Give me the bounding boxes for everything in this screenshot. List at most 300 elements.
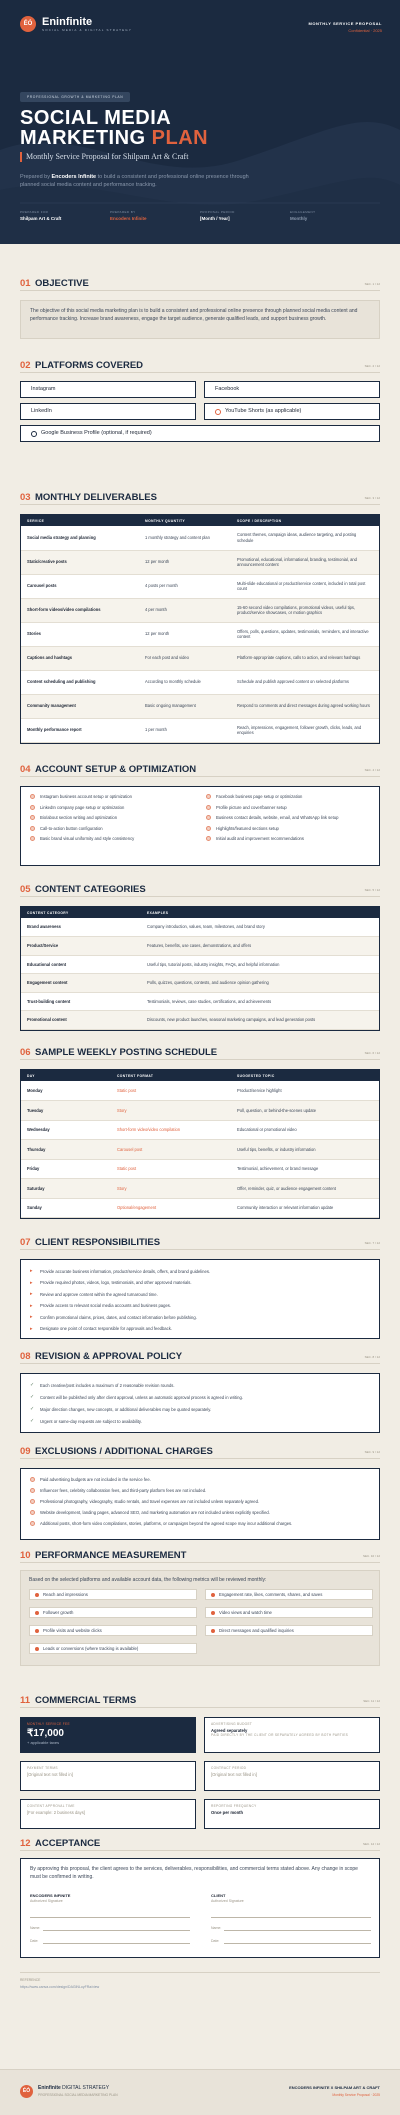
footer-sub: PROFESSIONAL SOCIAL MEDIA MARKETING PLAN xyxy=(38,2093,118,2097)
table-cell: Poll, question, or behind-the-scenes update xyxy=(231,1101,379,1121)
brand-tagline: SOCIAL MEDIA & DIGITAL STRATEGY xyxy=(42,28,133,32)
table-cell: Social media strategy and planning xyxy=(21,526,139,550)
list-item-text: Professional photography, videography, studio rentals, and travel expenses are not included unless separately agreed. xyxy=(40,1499,260,1504)
table-cell: Sunday xyxy=(21,1198,111,1218)
list-item-text: Designate one point of contact responsible for approvals and feedback. xyxy=(40,1326,172,1331)
setup-list-left xyxy=(30,794,194,858)
list-item-text: Provide required photos, videos, logo, testimonials, and other approved materials. xyxy=(40,1280,192,1285)
deliverables-table-box xyxy=(20,514,380,744)
platform-label: Instagram xyxy=(31,386,56,392)
section-title: PLATFORMS COVERED xyxy=(35,360,144,371)
table-cell: Saturday xyxy=(21,1179,111,1199)
categories-table-box xyxy=(20,906,380,1031)
video-icon xyxy=(215,409,221,415)
section-header xyxy=(20,1351,380,1364)
metric-label: Engagement rate, likes, comments, shares, and saves xyxy=(219,1592,323,1597)
bullet-icon xyxy=(206,805,211,810)
title-line-1: SOCIAL MEDIA xyxy=(20,107,172,129)
term-label: ADVERTISING BUDGET xyxy=(211,1722,253,1726)
arrow-icon: ▸ xyxy=(30,1268,33,1274)
list-item xyxy=(30,1303,370,1309)
title-word: MARKETING xyxy=(20,127,146,149)
table-cell: Promotional, educational, informational, branding, testimonial, and announcement content xyxy=(231,550,379,574)
table-row xyxy=(21,1081,379,1101)
title-accent-word: PLAN xyxy=(151,127,209,149)
meta-label: PREPARED FOR xyxy=(20,210,49,214)
metric-item xyxy=(29,1643,197,1654)
table-header-cell: EXAMPLES xyxy=(141,907,379,918)
schedule-table xyxy=(21,1070,379,1218)
list-item xyxy=(30,836,194,841)
section-content-categories xyxy=(20,884,380,1031)
objective-box xyxy=(20,300,380,339)
table-cell: Static/creative posts xyxy=(21,550,139,574)
section-performance xyxy=(20,1550,380,1670)
section-header xyxy=(20,1838,380,1851)
cover-title xyxy=(20,108,208,148)
footer-logo-icon: ÉÓ xyxy=(20,2085,33,2098)
table-cell: Content scheduling and publishing xyxy=(21,670,139,694)
section-weekly-schedule xyxy=(20,1047,380,1219)
date-line-right[interactable] xyxy=(224,1943,371,1944)
doc-code: Confidential · 2025 xyxy=(348,28,382,33)
meta-value: Shilpam Art & Craft xyxy=(20,216,62,221)
meta-item xyxy=(290,210,380,221)
metric-label: Leads or conversions (where tracking is available) xyxy=(43,1646,139,1651)
list-item xyxy=(30,1521,370,1526)
table-cell: Brand awareness xyxy=(21,918,141,937)
table-header-cell: SUGGESTED TOPIC xyxy=(231,1070,379,1081)
table-cell: Story xyxy=(111,1101,231,1121)
meta-label: PROPOSAL PERIOD xyxy=(200,210,235,214)
table-cell: Offers, polls, questions, updates, testimonials, reminders, and interactive content xyxy=(231,622,379,646)
list-item xyxy=(206,826,370,831)
bullet-icon xyxy=(30,794,35,799)
table-row xyxy=(21,646,379,670)
section-deliverables xyxy=(20,492,380,744)
fee-card xyxy=(20,1717,196,1753)
table-cell: Platform-appropriate captions, calls to action, and relevant hashtags xyxy=(231,646,379,670)
bullet-icon xyxy=(206,826,211,831)
table-cell: Reach, impressions, engagement, follower growth, clicks, leads, and enquiries xyxy=(231,718,379,742)
list-item-text: Provide accurate business information, product/service details, offers, and brand guidelines. xyxy=(40,1268,211,1274)
metric-icon xyxy=(35,1593,39,1597)
revision-list xyxy=(30,1382,370,1424)
cover-doc-info xyxy=(309,21,383,33)
list-item-text: Profile picture and cover/banner setup xyxy=(216,804,287,810)
table-cell: Optional/engagement xyxy=(111,1198,231,1218)
footer-right: ENCODERS INFINITE X SHILPAM ART & CRAFT xyxy=(289,2085,380,2090)
table-row xyxy=(21,622,379,646)
table-cell: 12 per month xyxy=(139,550,231,574)
brand-logo xyxy=(20,16,132,32)
term-label: REPORTING FREQUENCY xyxy=(211,1804,257,1808)
list-item-text: Initial audit and improvement recommendations xyxy=(216,836,304,841)
table-cell: Multi-slide educational or product/service content, included in total post count xyxy=(231,574,379,598)
table-row xyxy=(21,694,379,718)
accent-bar xyxy=(20,152,22,162)
section-header xyxy=(20,764,380,777)
desc-brand: Encoders Infinite xyxy=(51,174,97,180)
section-title: CLIENT RESPONSIBILITIES xyxy=(35,1237,161,1248)
metric-icon xyxy=(35,1611,39,1615)
list-item xyxy=(30,826,194,831)
table-header-cell: CONTENT CATEGORY xyxy=(21,907,141,918)
table-row xyxy=(21,1179,379,1199)
table-cell: Engagement content xyxy=(21,974,141,993)
metric-label: Profile visits and website clicks xyxy=(43,1628,102,1633)
deliverables-table xyxy=(21,515,379,743)
platform-label: YouTube Shorts (as applicable) xyxy=(225,408,302,414)
meta-value: Monthly xyxy=(290,216,308,221)
list-item xyxy=(30,1326,370,1332)
section-title: EXCLUSIONS / ADDITIONAL CHARGES xyxy=(35,1446,213,1457)
term-note: PAID DIRECTLY BY THE CLIENT OR SEPARATELY AGREED BY BOTH PARTIES xyxy=(211,1733,349,1737)
section-number: 08 xyxy=(20,1351,31,1362)
table-cell: Monday xyxy=(21,1081,111,1101)
list-item xyxy=(206,836,370,841)
section-ref: SEC. 7 / 12 xyxy=(364,1241,380,1245)
table-cell: Testimonial, achievement, or brand message xyxy=(231,1159,379,1179)
metric-item xyxy=(205,1625,373,1636)
term-card xyxy=(204,1717,380,1753)
table-header-cell: SERVICE xyxy=(21,515,139,526)
name-label-right: Name: xyxy=(211,1926,222,1930)
footer-brand xyxy=(38,2085,109,2091)
table-row xyxy=(21,526,379,550)
section-ref: SEC. 2 / 12 xyxy=(364,364,380,368)
table-cell: Wednesday xyxy=(21,1120,111,1140)
signature-label-right: Authorized Signature xyxy=(211,1899,244,1903)
performance-intro: Based on the selected platforms and available account data, the following metrics will be reviewed monthly: xyxy=(29,1577,267,1583)
cover-meta xyxy=(20,210,380,221)
check-icon: ✓ xyxy=(30,1382,35,1388)
table-cell: Respond to comments and direct messages during agreed working hours xyxy=(231,694,379,718)
list-item xyxy=(30,1499,370,1504)
section-title: REVISION & APPROVAL POLICY xyxy=(35,1351,183,1362)
section-ref: SEC. 6 / 12 xyxy=(364,1051,380,1055)
logo-mark-icon: ÉÓ xyxy=(20,16,36,32)
table-cell: 1 monthly strategy and content plan xyxy=(139,526,231,550)
section-header xyxy=(20,1047,380,1060)
desc-post: to build a consistent and professional online presence through planned social media content and performance tracking. xyxy=(20,174,249,188)
table-cell: Friday xyxy=(21,1159,111,1179)
responsibilities-box xyxy=(20,1259,380,1339)
table-row xyxy=(21,574,379,598)
term-value: [Original text not filled in] xyxy=(211,1772,257,1777)
table-cell: Trust-building content xyxy=(21,992,141,1011)
list-item xyxy=(30,1314,370,1320)
list-item-text: Confirm promotional claims, prices, dates, and contact information before publishing. xyxy=(40,1314,197,1320)
section-title: MONTHLY DELIVERABLES xyxy=(35,492,157,503)
term-card xyxy=(204,1799,380,1829)
reference-label: REFERENCE xyxy=(20,1978,41,1982)
section-ref: SEC. 8 / 12 xyxy=(364,1355,380,1359)
table-cell: Short-form video/video compilation xyxy=(111,1120,231,1140)
list-item-text: Urgent or same-day requests are subject to availability. xyxy=(40,1418,142,1424)
section-header xyxy=(20,1695,380,1708)
fee-note: + applicable taxes xyxy=(27,1740,60,1745)
table-row xyxy=(21,598,379,622)
table-cell: Useful tips, tutorial posts, industry insights, FAQs, and helpful information xyxy=(141,955,379,974)
section-header xyxy=(20,884,380,897)
list-item-text: Website development, landing pages, advanced SEO, and marketing automation are not included unless explicitly specified. xyxy=(40,1510,270,1515)
metric-icon xyxy=(211,1629,215,1633)
footer-right-sub: Monthly Service Proposal · 2025 xyxy=(332,2093,380,2097)
table-row xyxy=(21,1159,379,1179)
list-item-text: Instagram business account setup or optimization xyxy=(40,794,132,799)
section-number: 09 xyxy=(20,1446,31,1457)
section-header xyxy=(20,1550,380,1563)
fee-label: MONTHLY SERVICE FEE xyxy=(27,1722,70,1726)
list-item xyxy=(30,794,194,799)
table-header-cell: CONTENT FORMAT xyxy=(111,1070,231,1081)
doc-type: MONTHLY SERVICE PROPOSAL xyxy=(308,21,382,26)
table-cell: 15-60 second video compilations, promotional videos, useful tips, product/service showcases, or motion graphics xyxy=(231,598,379,622)
section-title: OBJECTIVE xyxy=(35,278,89,289)
section-revision-policy xyxy=(20,1351,380,1433)
cover-description xyxy=(20,173,250,189)
platform-youtube-shorts xyxy=(204,403,380,420)
section-client-responsibilities xyxy=(20,1237,380,1339)
divider xyxy=(20,1972,380,1973)
table-cell: Monthly performance report xyxy=(21,718,139,742)
reference-link[interactable]: https://www.canva.com/design/DAGlNLoyFRa/view xyxy=(20,1985,100,1989)
list-item xyxy=(30,1268,370,1274)
table-cell: Schedule and publish approved content on selected platforms xyxy=(231,670,379,694)
exclusions-list xyxy=(30,1477,370,1526)
section-ref: SEC. 10 / 12 xyxy=(362,1554,380,1558)
list-item-text: Facebook business page setup or optimization xyxy=(216,794,303,799)
metric-icon xyxy=(211,1593,215,1597)
table-row xyxy=(21,992,379,1011)
metric-item xyxy=(205,1589,373,1600)
meta-value: [Month / Year] xyxy=(200,216,230,221)
platform-instagram xyxy=(20,381,196,398)
arrow-icon: ▸ xyxy=(30,1291,33,1297)
list-item-text: Highlights/featured sections setup xyxy=(216,825,279,831)
table-row xyxy=(21,1101,379,1121)
bullet-icon xyxy=(30,815,35,820)
table-cell: Basic ongoing management xyxy=(139,694,231,718)
section-title: ACCOUNT SETUP & OPTIMIZATION xyxy=(35,764,197,775)
metric-icon xyxy=(35,1647,39,1651)
list-item-text: Bio/about section writing and optimization xyxy=(40,815,118,820)
section-title: COMMERCIAL TERMS xyxy=(35,1695,137,1706)
check-icon: ✓ xyxy=(30,1406,35,1412)
section-number: 01 xyxy=(20,278,31,289)
list-item-text: Major direction changes, new concepts, or additional deliverables may be quoted separately. xyxy=(40,1406,212,1412)
table-row xyxy=(21,918,379,937)
list-item xyxy=(206,794,370,799)
table-row xyxy=(21,1011,379,1030)
section-objective xyxy=(20,278,380,339)
term-value: Agreed separately xyxy=(211,1728,248,1733)
meta-label: PREPARED BY xyxy=(110,210,136,214)
footer xyxy=(0,2069,400,2115)
table-row xyxy=(21,1120,379,1140)
list-item xyxy=(30,805,194,810)
section-number: 11 xyxy=(20,1695,31,1706)
table-row xyxy=(21,1198,379,1218)
list-item xyxy=(30,1418,370,1424)
section-number: 07 xyxy=(20,1237,31,1248)
cover xyxy=(0,0,400,244)
term-card xyxy=(20,1799,196,1829)
table-row xyxy=(21,955,379,974)
section-header xyxy=(20,1446,380,1459)
bullet-icon xyxy=(30,836,35,841)
meta-item xyxy=(110,210,200,221)
list-item-text: Basic brand visual uniformity and style consistency xyxy=(40,836,135,841)
table-row xyxy=(21,937,379,956)
table-row xyxy=(21,718,379,742)
list-item xyxy=(206,805,370,810)
bullet-icon xyxy=(206,836,211,841)
list-item-text: Each creative/post includes a maximum of 2 reasonable revision rounds. xyxy=(40,1382,175,1388)
table-row xyxy=(21,974,379,993)
fee-value: ₹17,000 xyxy=(27,1728,64,1739)
table-cell: 1 per month xyxy=(139,718,231,742)
list-item xyxy=(30,815,194,820)
section-title: SAMPLE WEEKLY POSTING SCHEDULE xyxy=(35,1047,218,1058)
table-cell: Thursday xyxy=(21,1140,111,1160)
metric-label: Direct messages and qualified inquiries xyxy=(219,1628,294,1633)
section-header xyxy=(20,1237,380,1250)
platform-google-business xyxy=(20,425,380,442)
list-item-text: Paid advertising budgets are not included in the service fee. xyxy=(40,1477,151,1482)
platform-label: LinkedIn xyxy=(31,408,52,414)
objective-text: The objective of this social media marketing plan is to build a consistent and professional online presence through planned social media content and performance tracking. Increase brand awareness, engage the target audience, generate qualified leads, and support business growth. xyxy=(30,308,358,322)
section-title: CONTENT CATEGORIES xyxy=(35,884,146,895)
acceptance-text: By approving this proposal, the client agrees to the services, deliverables, responsibilities, and commercial terms stated above. Any change in scope must be confirmed in writing. xyxy=(30,1866,358,1880)
setup-list-right xyxy=(206,794,370,858)
table-cell: Educational or promotional video xyxy=(231,1120,379,1140)
table-cell: Polls, quizzes, questions, contests, and audience opinion gathering xyxy=(141,974,379,993)
signature-line-right[interactable] xyxy=(211,1917,371,1918)
section-platforms xyxy=(20,360,380,470)
meta-label: ENGAGEMENT xyxy=(290,210,316,214)
list-item-text: Call-to-action button configuration xyxy=(40,825,103,831)
list-item xyxy=(30,1510,370,1515)
list-item-text: Content will be published only after client approval, unless an automatic approval process is agreed in writing. xyxy=(40,1394,243,1400)
section-number: 03 xyxy=(20,492,31,503)
date-label-left: Date: xyxy=(30,1939,39,1943)
table-row xyxy=(21,670,379,694)
term-label: CONTENT APPROVAL TIME xyxy=(27,1804,75,1808)
table-cell: Carousel posts xyxy=(21,574,139,598)
table-cell: 4 posts per month xyxy=(139,574,231,598)
performance-box xyxy=(20,1570,380,1666)
cover-subtitle: Monthly Service Proposal for Shilpam Art & Craft xyxy=(26,152,189,161)
cover-pill: PROFESSIONAL GROWTH & MARKETING PLAN xyxy=(20,92,130,102)
name-label-left: Name: xyxy=(30,1926,41,1930)
footer-brand-name: Eninfinite xyxy=(38,2085,61,2091)
meta-item xyxy=(20,210,110,221)
section-number: 05 xyxy=(20,884,31,895)
section-title: ACCEPTANCE xyxy=(35,1838,101,1849)
table-cell: For each post and video xyxy=(139,646,231,670)
name-line-right[interactable] xyxy=(224,1930,371,1931)
arrow-icon: ▸ xyxy=(30,1279,33,1286)
table-cell: Offer, reminder, quiz, or audience engagement content xyxy=(231,1179,379,1199)
table-cell: Educational content xyxy=(21,955,141,974)
section-header xyxy=(20,492,380,505)
section-number: 06 xyxy=(20,1047,31,1058)
bullet-icon xyxy=(30,1488,35,1493)
term-value: Once per month xyxy=(211,1810,244,1815)
name-line-left[interactable] xyxy=(43,1930,190,1931)
date-line-left[interactable] xyxy=(43,1943,190,1944)
list-item xyxy=(30,1280,370,1286)
table-cell: Useful tips, benefits, or industry information xyxy=(231,1140,379,1160)
metric-item xyxy=(29,1607,197,1618)
signature-line-left[interactable] xyxy=(30,1917,190,1918)
acceptance-box xyxy=(20,1858,380,1958)
exclusions-box xyxy=(20,1468,380,1540)
metric-item xyxy=(205,1607,373,1618)
section-ref: SEC. 4 / 12 xyxy=(364,768,380,772)
table-cell: Stories xyxy=(21,622,139,646)
table-cell: Testimonials, reviews, case studies, certifications, and achievements xyxy=(141,992,379,1011)
table-cell: Captions and hashtags xyxy=(21,646,139,670)
table-cell: Carousel post xyxy=(111,1140,231,1160)
metric-label: Reach and impressions xyxy=(43,1592,88,1597)
section-title: PERFORMANCE MEASUREMENT xyxy=(35,1550,187,1561)
list-item xyxy=(30,1382,370,1388)
bullet-icon xyxy=(30,1499,35,1504)
metric-item xyxy=(29,1589,197,1600)
metric-icon xyxy=(211,1611,215,1615)
term-value: [Original text not filled in] xyxy=(27,1772,73,1777)
meta-value: Encoders Infinite xyxy=(110,216,147,221)
table-cell: Discounts, new product launches, seasonal marketing campaigns, and lead generation posts xyxy=(141,1011,379,1030)
list-item-text: LinkedIn company page setup or optimization xyxy=(40,804,125,810)
platform-label: Google Business Profile (optional, if required) xyxy=(41,430,152,436)
meta-item xyxy=(200,210,290,221)
term-label: PAYMENT TERMS xyxy=(27,1766,58,1770)
term-card xyxy=(20,1761,196,1791)
list-item-text: Review and approve content within the agreed turnaround time. xyxy=(40,1291,158,1297)
metric-label: Follower growth xyxy=(43,1610,74,1615)
section-number: 02 xyxy=(20,360,31,371)
brand-name: Eninfinite xyxy=(42,16,93,28)
table-header-cell: MONTHLY QUANTITY xyxy=(139,515,231,526)
arrow-icon: ▸ xyxy=(30,1325,33,1332)
signatory-left: ENCODERS INFINITE xyxy=(30,1893,71,1898)
schedule-table-box xyxy=(20,1069,380,1219)
bullet-icon xyxy=(30,1477,35,1482)
section-ref: SEC. 1 / 12 xyxy=(364,282,380,286)
section-ref: SEC. 11 / 12 xyxy=(363,1699,380,1703)
term-value: [For example: 2 business days] xyxy=(27,1810,85,1815)
table-cell: Static post xyxy=(111,1081,231,1101)
table-cell: Features, benefits, use cases, demonstrations, and offers xyxy=(141,937,379,956)
list-item xyxy=(30,1488,370,1493)
bullet-icon xyxy=(30,1510,35,1515)
responsibilities-list xyxy=(30,1268,370,1332)
metric-icon xyxy=(35,1629,39,1633)
table-cell: Promotional content xyxy=(21,1011,141,1030)
bullet-icon xyxy=(30,805,35,810)
list-item-text: Additional posts, short-form video compilations, stories, platforms, or campaigns beyond the agreed scope may incur additional charges. xyxy=(40,1521,293,1526)
location-pin-icon xyxy=(31,431,37,437)
section-number: 04 xyxy=(20,764,31,775)
section-header xyxy=(20,360,380,373)
bullet-icon xyxy=(206,815,211,820)
list-item-text: Influencer fees, celebrity collaboration fees, and third-party platform fees are not included. xyxy=(40,1488,207,1493)
term-card xyxy=(204,1761,380,1791)
